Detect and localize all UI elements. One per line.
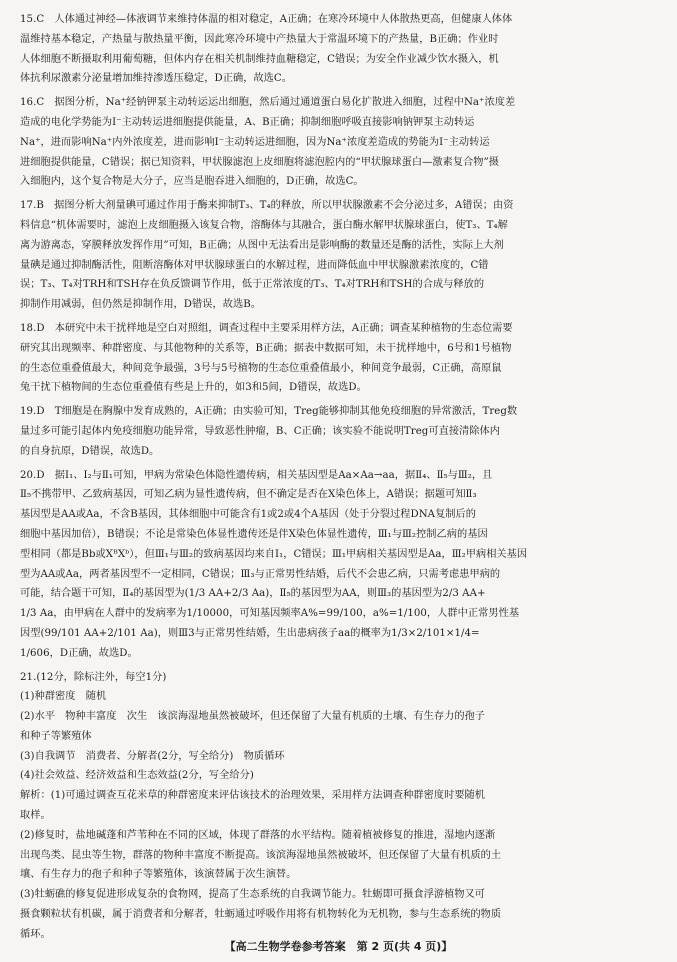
answer-q20 xyxy=(20,466,661,664)
text-line: 温维持基本稳定，产热量与散热量平衡，因此寒冷环境中产热量大于常温环境下的产热量，B正确；作业时 xyxy=(20,33,499,45)
answer-q17 xyxy=(20,196,661,315)
text-line: 和种子等繁殖体 xyxy=(20,730,92,742)
text-line: 细胞中基因加倍），B错误；不论是常染色体显性遗传还是伴X染色体显性遗传，Ⅲ₁与Ⅲ₂控制乙病的基因 xyxy=(20,528,488,540)
text-line: (3)牡蛎礁的修复促进形成复杂的食物网，提高了生态系统的自我调节能力。牡蛎即可摄食浮游植物又可 xyxy=(20,889,486,901)
text-line: 型为AA或Aa，两者基因型不一定相同，C错误；Ⅲ₃与正常男性结婚，后代不会患乙病，只需考虑患甲病的 xyxy=(20,568,501,580)
text-line: (1)种群密度 随机 xyxy=(20,691,107,703)
text-line: (2)水平 物种丰富度 次生 该滨海湿地虽然被破坏，但还保留了大量有机质的土壤、有生存力的孢子 xyxy=(20,711,486,723)
text-line: 19.D T细胞是在胸腺中发育成熟的，A正确；由实验可知，Treg能够抑制其他免疫细胞的异常激活，Treg数 xyxy=(20,406,518,418)
text-line: 量过多可能引起体内免疫细胞功能异常，导致恶性肿瘤，B、C正确；该实验不能说明Treg可直接清除体内 xyxy=(20,425,501,437)
text-line: (2)修复时，盐地碱蓬和芦苇种在不同的区域，体现了群落的水平结构。随着植被修复的推进，湿地内逐渐 xyxy=(20,829,496,841)
text-line: Ⅱ₅不携带甲、乙致病基因，可知乙病为显性遗传病，但不确定是否在X染色体上，A错误；据题可知Ⅱ₃ xyxy=(20,489,477,501)
text-line: 误；T₃、T₄对TRH和TSH存在负反馈调节作用，低于正常浓度的T₃、T₄对TRH和TSH的合成与释放的 xyxy=(20,279,485,291)
text-line: 兔干扰下植物间的生态位重叠值有些是上升的，如3和5间，D错误，故选D。 xyxy=(20,382,367,394)
text-line: 壤、有生存力的孢子和种子等繁殖体，该演替属于次生演替。 xyxy=(20,869,297,881)
text-line: 入细胞内，这个复合物是大分子，应当是胞吞进入细胞的，D正确，故选C。 xyxy=(20,176,364,188)
text-line: 进细胞提供能量，C错误；据已知资料，甲状腺滤泡上皮细胞将滤泡腔内的“甲状腺球蛋白—激素复合物”摄 xyxy=(20,156,500,168)
text-line: 摄食颗粒状有机碳，属于消费者和分解者，牡蛎通过呼吸作用将有机物转化为无机物，参与生态系统的物质 xyxy=(20,909,502,921)
text-line: 造成的电化学势能为I⁻主动转运进细胞提供能量，A、B正确；抑制细胞呼吸直接影响钠钾泵主动转运 xyxy=(20,116,475,128)
text-line: 17.B 据图分析大剂量碘可通过作用于酶来抑制T₃、T₄的释放，所以甲状腺激素不会分泌过多，A错误；由资 xyxy=(20,200,514,212)
text-line: Na⁺，进而影响Na⁺内外浓度差，进而影响I⁻主动转运进细胞，因为Na⁺浓度差造成的势能为I⁻主动转运 xyxy=(20,136,490,148)
answer-q21 xyxy=(20,668,661,945)
text-line: 16.C 据图分析，Na⁺经钠钾泵主动转运运出细胞，然后通过通道蛋白易化扩散进入细胞，过程中Na⁺浓度差 xyxy=(20,97,516,109)
text-line: 研究其出现频率、种群密度、与其他物种的关系等，B正确；据表中数据可知，未干扰样地中，6号和1号植物 xyxy=(20,342,512,354)
answer-q15 xyxy=(20,10,661,89)
text-line: 20.D 据Ⅰ₁、Ⅰ₂与Ⅱ₁可知，甲病为常染色体隐性遗传病，相关基因型是Aa×Aa→aa，据Ⅱ₄、Ⅱ₅与Ⅲ₂，且 xyxy=(20,469,493,481)
text-line: 型相同（都是Bb或XᴮXᵇ），但Ⅲ₁与Ⅲ₂的致病基因均来自Ⅰ₁，C错误；Ⅲ₁甲病相关基因型是Aa，Ⅲ₂甲病相关基因 xyxy=(20,548,528,560)
page-footer: 【高二生物学卷参考答案 第 2 页(共 4 页)】 xyxy=(224,940,453,953)
text-line: 1/606，D正确，故选D。 xyxy=(20,647,138,659)
text-line: 基因型是AA或Aa，不含B基因，其体细胞中可能含有1或2或4个A基因（处于分裂过程DNA复制后的 xyxy=(20,509,477,521)
text-line: 因型(99/101 AA+2/101 Aa)，则Ⅲ3与正常男性结婚，生出患病孩子aa的概率为1/3×2/101×1/4= xyxy=(20,627,480,639)
text-line: 可能，结合题干可知，Ⅱ₄的基因型为(1/3 AA+2/3 Aa)，Ⅱ₅的基因型为AA，则Ⅲ₃的基因型为2/3 AA+ xyxy=(20,588,486,600)
text-line: 量碘是通过抑制酶活性，阻断溶酶体对甲状腺球蛋白的水解过程，进而降低血中甲状腺激素浓度的，C错 xyxy=(20,259,489,271)
text-line: 的生态位重叠值最大，种间竞争最强，3号与5号植物的生态位重叠值最小，种间竞争最弱，C正确，高原鼠 xyxy=(20,362,502,374)
text-line: (4)社会效益、经济效益和生态效益(2分，写全给分) xyxy=(20,770,254,782)
text-line: (3)自我调节 消费者、分解者(2分，写全给分) 物质循环 xyxy=(20,750,285,762)
text-line: 离为游离态，穿膜释放发挥作用”可知，B正确；从图中无法看出是影响酶的数量还是酶的活性，实际上大剂 xyxy=(20,239,504,251)
text-line: 循环。 xyxy=(20,928,51,940)
text-line: 18.D 本研究中未干扰样地是空白对照组，调查过程中主要采用样方法，A正确；调查某种植物的生态位需要 xyxy=(20,322,513,334)
text-line: 1/3 Aa，由甲病在人群中的发病率为1/10000，可知基因频率A%=99/100，a%=1/100，人群中正常男性基 xyxy=(20,608,520,620)
text-line: 21.(12分，除标注外，每空1分) xyxy=(20,671,167,683)
text-line: 料信息“机体需要时，滤泡上皮细胞摄入该复合物，溶酶体与其融合，蛋白酶水解甲状腺球蛋白，使T₃、T₄解 xyxy=(20,219,508,231)
text-line: 的自身抗原，D错误，故选D。 xyxy=(20,445,160,457)
text-line: 人体细胞不断摄取利用葡萄糖，但体内存在相关机制维持血糖稳定，C错误；为安全作业减少饮水摄入，机 xyxy=(20,53,499,65)
answer-q19 xyxy=(20,402,661,461)
answer-q16 xyxy=(20,93,661,192)
text-line: 取样。 xyxy=(20,810,51,822)
text-line: 解析：(1)可通过调查互花米草的种群密度来评估该技术的治理效果，采用样方法调查种群密度时要随机 xyxy=(20,790,486,802)
text-line: 出现鸟类、昆虫等生物，群落的物种丰富度不断提高。该滨海湿地虽然被破坏，但还保留了大量有机质的土 xyxy=(20,849,502,861)
text-line: 抑制作用减弱，但仍然是抑制作用，D错误，故选B。 xyxy=(20,299,261,311)
text-line: 体抗利尿激素分泌量增加维持渗透压稳定，D正确，故选C。 xyxy=(20,73,292,85)
answer-q18 xyxy=(20,319,661,398)
text-line: 15.C 人体通过神经—体液调节来维持体温的相对稳定，A正确；在寒冷环境中人体散热更高，但健康人体体 xyxy=(20,14,513,25)
